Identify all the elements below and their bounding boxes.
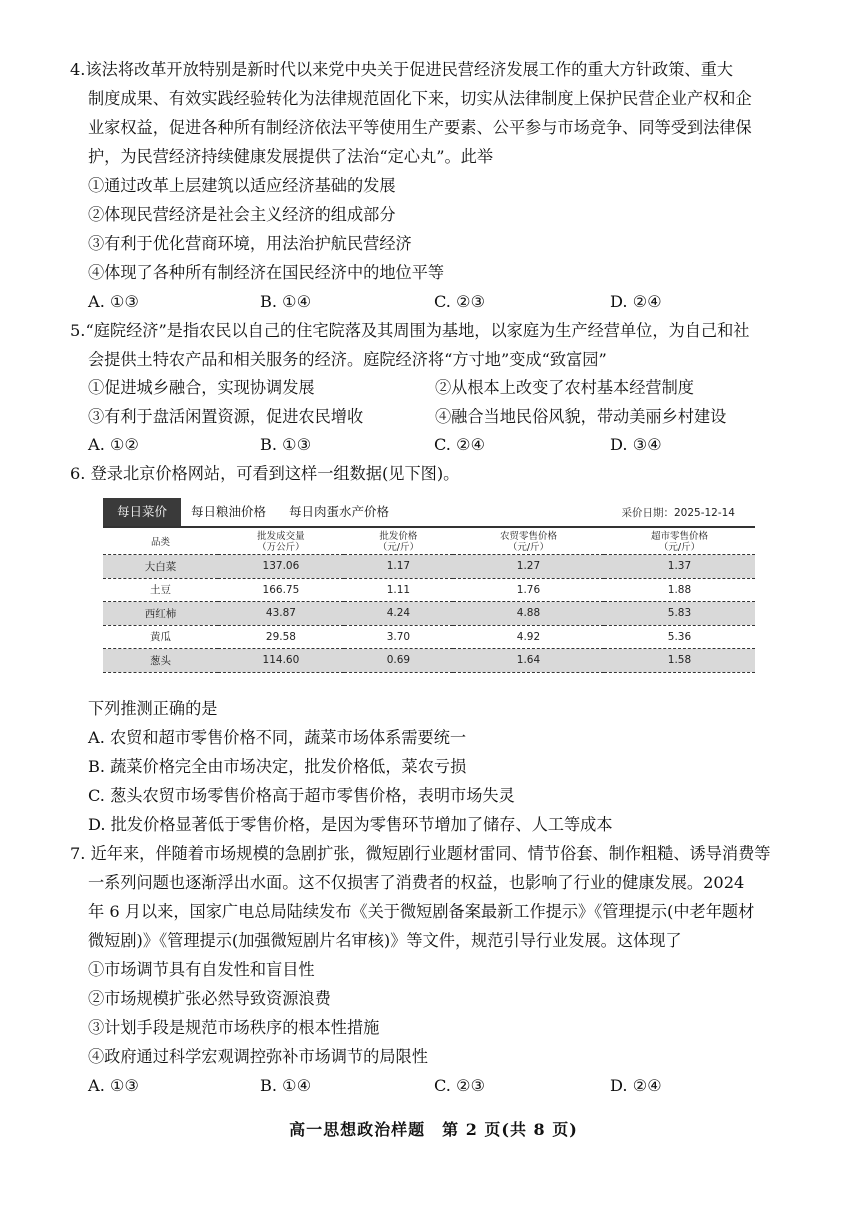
q4-option-a[interactable]: A. ①③	[88, 292, 140, 311]
price-table-row	[103, 555, 755, 579]
q4-stem-line-4: 护，为民营经济持续健康发展提供了法治“定心丸”。此举	[88, 147, 494, 166]
cell-wholesale-volume: 43.87	[218, 602, 344, 626]
q7-item-3: ③计划手段是规范市场秩序的根本性措施	[88, 1018, 380, 1037]
cell-wholesale-price: 0.69	[344, 649, 453, 673]
cell-farmers-market-price: 1.64	[453, 649, 604, 673]
q4-stem-line-2: 制度成果、有效实践经验转化为法律规范固化下来，切实从法律制度上保护民营企业产权和企	[88, 89, 752, 108]
q4-item-1: ①通过改革上层建筑以适应经济基础的发展	[88, 176, 396, 195]
cell-wholesale-volume: 137.06	[218, 555, 344, 579]
tab-daily-grain-oil: 每日粮油价格	[191, 504, 267, 519]
q6-option-c[interactable]: C. 葱头农贸市场零售价格高于超市零售价格，表明市场失灵	[88, 786, 515, 805]
q5-item-2: ②从根本上改变了农村基本经营制度	[435, 378, 694, 397]
q4-option-d[interactable]: D. ②④	[610, 292, 662, 311]
q7-stem-line-4: 微短剧)》《管理提示(加强微短剧片名审核)》等文件，规范引导行业发展。这体现了	[88, 931, 682, 950]
q5-item-1: ①促进城乡融合，实现协调发展	[88, 378, 315, 397]
cell-farmers-market-price: 1.27	[453, 555, 604, 579]
q5-option-a[interactable]: A. ①②	[88, 435, 140, 454]
q5-item-4: ④融合当地民俗风貌，带动美丽乡村建设	[435, 407, 727, 426]
q4-item-4: ④体现了各种所有制经济在国民经济中的地位平等	[88, 263, 445, 282]
q4-item-3: ③有利于优化营商环境，用法治护航民营经济	[88, 234, 412, 253]
cell-wholesale-price: 3.70	[344, 625, 453, 649]
page-footer: 高一思想政治样题 第 2 页(共 8 页)	[289, 1120, 578, 1139]
q6-question: 下列推测正确的是	[88, 699, 218, 718]
cell-category: 黄瓜	[103, 625, 218, 649]
tab-daily-vegetable: 每日菜价	[103, 498, 181, 526]
q7-option-a[interactable]: A. ①③	[88, 1076, 140, 1095]
q5-option-d[interactable]: D. ③④	[610, 435, 662, 454]
price-tabs	[103, 498, 755, 528]
q7-stem-line-1: 7. 近年来，伴随着市场规模的急剧扩张，微短剧行业题材雷同、情节俗套、制作粗糙、诱导消费等	[70, 844, 771, 863]
price-table-row	[103, 602, 755, 626]
cell-category: 西红柿	[103, 602, 218, 626]
cell-wholesale-volume: 29.58	[218, 625, 344, 649]
header-category: 品类	[103, 530, 218, 555]
header-supermarket-price: 超市零售价格 （元/斤）	[604, 530, 755, 555]
tab-daily-meat-egg-aquatic: 每日肉蛋水产价格	[289, 504, 390, 519]
q6-stem: 6. 登录北京价格网站，可看到这样一组数据(见下图)。	[70, 464, 460, 483]
q4-stem-line-1: 4.该法将改革开放特别是新时代以来党中央关于促进民营经济发展工作的重大方针政策、重大	[70, 60, 733, 79]
cell-category: 大白菜	[103, 555, 218, 579]
price-table	[103, 530, 755, 673]
header-wholesale-volume: 批发成交量 （万公斤）	[218, 530, 344, 555]
q4-option-b[interactable]: B. ①④	[260, 292, 312, 311]
q7-option-c[interactable]: C. ②③	[434, 1076, 486, 1095]
price-table-figure	[103, 498, 755, 682]
q4-item-2: ②体现民营经济是社会主义经济的组成部分	[88, 205, 396, 224]
cell-farmers-market-price: 4.88	[453, 602, 604, 626]
q7-stem-line-2: 一系列问题也逐渐浮出水面。这不仅损害了消费者的权益，也影响了行业的健康发展。2024	[88, 873, 745, 892]
price-table-row	[103, 578, 755, 602]
q7-item-2: ②市场规模扩张必然导致资源浪费	[88, 989, 331, 1008]
cell-wholesale-volume: 114.60	[218, 649, 344, 673]
cell-category: 葱头	[103, 649, 218, 673]
cell-supermarket-price: 1.37	[604, 555, 755, 579]
price-date: 采价日期：2025-12-14	[621, 507, 735, 519]
cell-wholesale-volume: 166.75	[218, 578, 344, 602]
cell-wholesale-price: 4.24	[344, 602, 453, 626]
q4-option-c[interactable]: C. ②③	[434, 292, 486, 311]
q5-option-b[interactable]: B. ①③	[260, 435, 312, 454]
cell-wholesale-price: 1.17	[344, 555, 453, 579]
q7-option-b[interactable]: B. ①④	[260, 1076, 312, 1095]
q7-item-4: ④政府通过科学宏观调控弥补市场调节的局限性	[88, 1047, 428, 1066]
q4-stem-line-3: 业家权益，促进各种所有制经济依法平等使用生产要素、公平参与市场竞争、同等受到法律保	[88, 118, 752, 137]
q6-option-b[interactable]: B. 蔬菜价格完全由市场决定，批发价格低，菜农亏损	[88, 757, 467, 776]
price-table-row	[103, 649, 755, 673]
q5-stem-line-1: 5.“庭院经济”是指农民以自己的住宅院落及其周围为基地，以家庭为生产经营单位，为自己和社	[70, 321, 750, 340]
cell-supermarket-price: 5.36	[604, 625, 755, 649]
cell-supermarket-price: 1.88	[604, 578, 755, 602]
cell-farmers-market-price: 1.76	[453, 578, 604, 602]
q6-option-a[interactable]: A. 农贸和超市零售价格不同，蔬菜市场体系需要统一	[88, 728, 467, 747]
price-table-header-row	[103, 530, 755, 555]
q7-option-d[interactable]: D. ②④	[610, 1076, 662, 1095]
q6-option-d[interactable]: D. 批发价格显著低于零售价格，是因为零售环节增加了储存、人工等成本	[88, 815, 613, 834]
q5-option-c[interactable]: C. ②④	[434, 435, 486, 454]
header-farmers-market-price: 农贸零售价格 （元/斤）	[453, 530, 604, 555]
q5-stem-line-2: 会提供土特农产品和相关服务的经济。庭院经济将“方寸地”变成“致富园”	[88, 350, 607, 369]
q5-item-3: ③有利于盘活闲置资源，促进农民增收	[88, 407, 364, 426]
price-table-row	[103, 625, 755, 649]
cell-category: 土豆	[103, 578, 218, 602]
cell-supermarket-price: 5.83	[604, 602, 755, 626]
header-wholesale-price: 批发价格 （元/斤）	[344, 530, 453, 555]
cell-supermarket-price: 1.58	[604, 649, 755, 673]
q7-stem-line-3: 年 6 月以来，国家广电总局陆续发布《关于微短剧备案最新工作提示》《管理提示(中老年题材	[88, 902, 755, 921]
q7-item-1: ①市场调节具有自发性和盲目性	[88, 960, 315, 979]
cell-wholesale-price: 1.11	[344, 578, 453, 602]
cell-farmers-market-price: 4.92	[453, 625, 604, 649]
